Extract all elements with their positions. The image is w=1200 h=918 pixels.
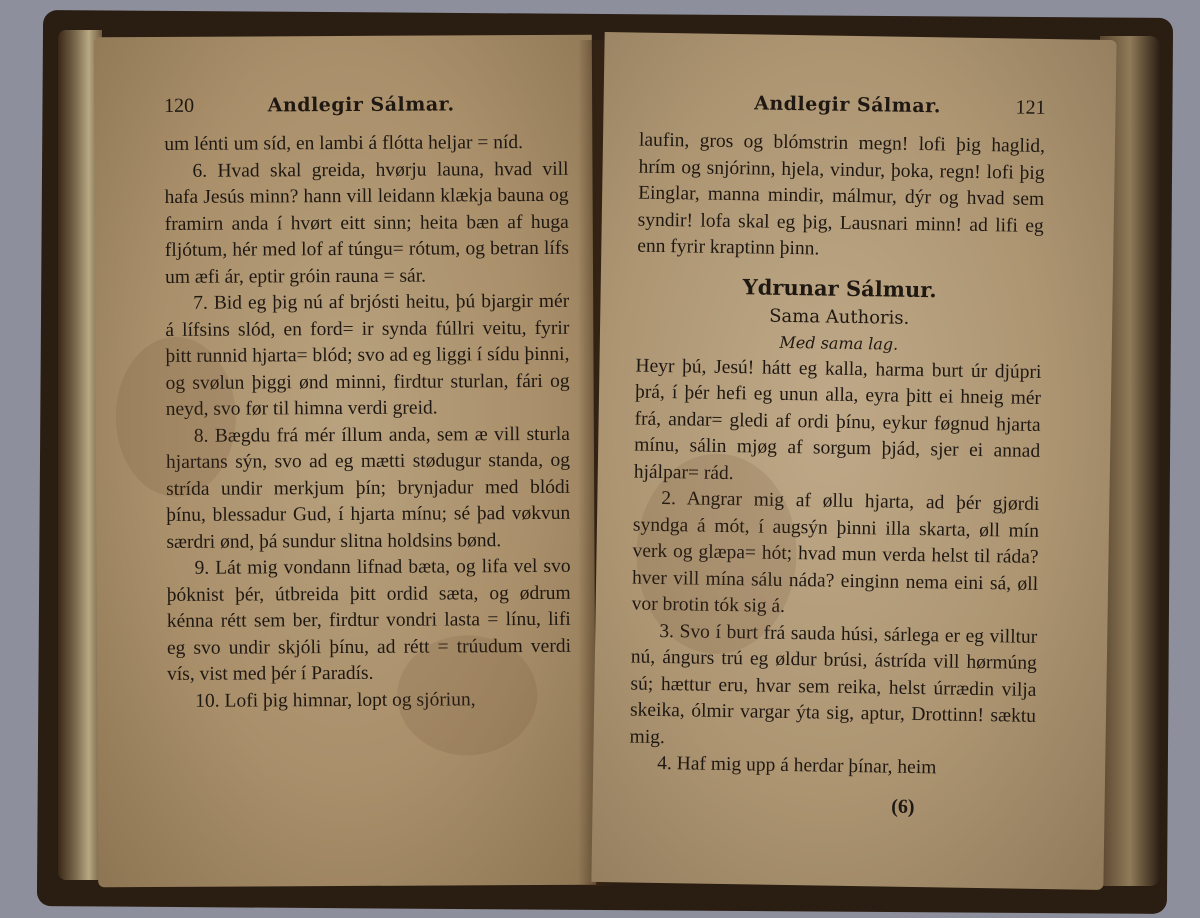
right-page-header [639,91,1045,120]
signature-mark: (6) [891,795,915,818]
page-number-left: 120 [164,94,195,117]
right-page-text-body [629,353,1042,783]
left-page-header [164,93,568,118]
paragraph: 4. Haf mig upp á herdar þínar, heim [657,752,937,779]
paragraph: 6. Hvad skal greida, hvørju launa, hvad vill hafa Jesús minn? hann vill leidann klækja bauna og framirn anda í hvørt eitt sinn; heita bæn af huga fljótum, hér med lof af túngu= rótum, og betran lífs um æfi ár, eptir gróin rauna = sár. [164,158,569,288]
melody-line: Med sama lag. [779,332,899,354]
paragraph: 2. Angrar mig af øllu hjarta, ad þér gjørdi syndga á mót, í augsýn þinni illa skarta, øll mín verk og glæpa= hót; hvad mun verda helst til ráda? hver vill mína sálu náda? einginn nema eini sá, øll vor brotin tók sig á. [631,487,1040,617]
paragraph: laufin, gros og blómstrin megn! lofi þig haglid, hrím og snjórinn, hjela, vindur, þoka, regn! lofi þig Einglar, manna mindir, málmur, dýr og hvad sem syndir! lofa skal eg þig, Lausnari minn! ad lifi eg enn fyrir kraptinn þinn. [637,129,1046,260]
right-page-text-top [637,128,1045,267]
right-page [591,32,1116,890]
left-page-text [164,130,571,715]
paragraph: 8. Bægdu frá mér íllum anda, sem æ vill sturla hjartans sýn, svo ad eg mætti stødugur standa, og strída undir merkjum þín; brynjadur med blódi þínu, blessadur Gud, í hjarta mínu; sé þad vøkvun særdri ønd, þá sundur slitna holdsins bønd. [165,423,571,553]
page-number-right: 121 [1015,96,1046,119]
paragraph: um lénti um síd, en lambi á flótta heljar = níd. [164,132,524,155]
paragraph: 9. Lát mig vondann lifnad bæta, og lifa vel svo þóknist þér, útbreida þitt ordid sæta, og ødrum kénna rétt sem ber, firdtur vondri lasta = línu, lifi eg svo undir skjóli þínu, ad rétt = trúudum verdi vís, vist med þér í Paradís. [166,555,572,685]
paragraph: 3. Svo í burt frá sauda húsi, sárlega er eg villtur nú, ángurs trú eg øldur brúsi, ástrída vill hørmúng sú; hættur eru, hvar sem reika, helst úrrædin vilja skeika, ólmir vargar ýta sig, aptur, Drottinn! sæktu mig. [629,620,1038,748]
paragraph: Heyr þú, Jesú! hátt eg kalla, harma burt úr djúpri þrá, í þér hefi eg unun alla, eyra þitt ei hneig mér frá, andar= gledi af ordi þínu, eykur føgnud hjarta mínu, sálin mjøg af sorgum þjád, sjer ei annad hjálpar= rád. [633,355,1042,484]
running-title-left: Andlegir Sálmar. [267,93,455,117]
hymn-title: Ydrunar Sálmur. [742,273,937,302]
running-title-right: Andlegir Sálmar. [754,92,942,118]
left-page [94,35,596,888]
paragraph: 10. Lofi þig himnar, lopt og sjóriun, [195,688,476,712]
author-line: Sama Authoris. [769,305,910,329]
paragraph: 7. Bid eg þig nú af brjósti heitu, þú bjargir mér á lífsins slód, en ford= ir synda fúllri veitu, fyrir þitt runnid hjarta= blód; svo ad eg liggi í sídu þinni, og svølun þiggi ønd minni, firdtur sturlan, fári og neyd, svo før til himna verdi greid. [165,290,570,420]
